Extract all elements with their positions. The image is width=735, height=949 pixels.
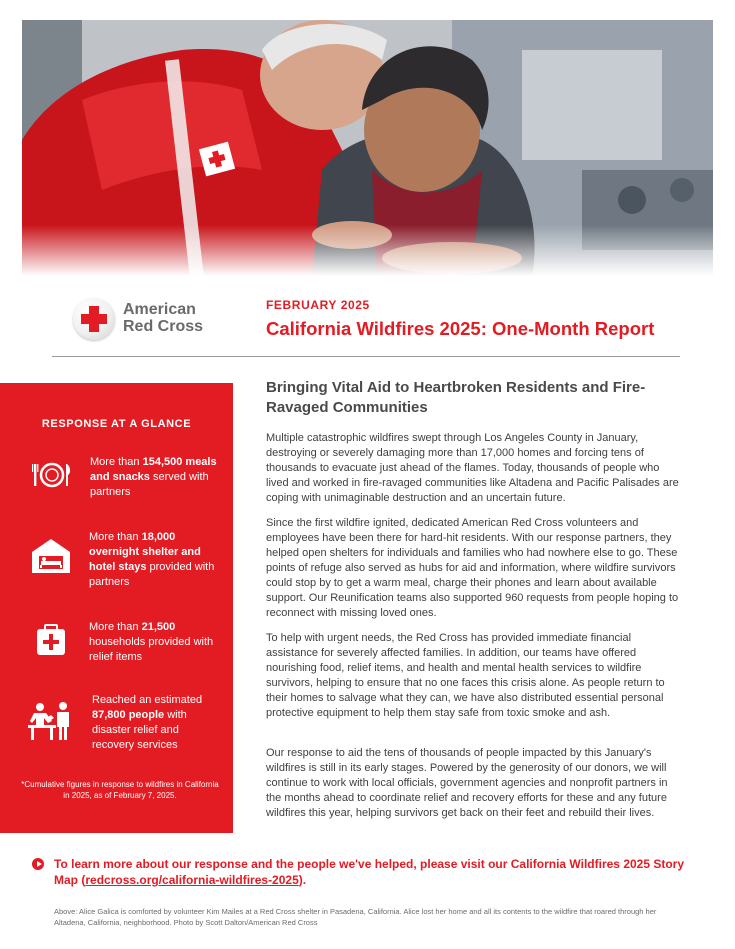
page-title: California Wildfires 2025: One-Month Report [266, 318, 655, 339]
logo-wordmark [123, 301, 203, 335]
relief-kit-icon [36, 624, 66, 661]
sidebar-heading: RESPONSE AT A GLANCE [41, 418, 192, 430]
article-paragraph-4: Our response to aid the tens of thousands of people impacted by this January's wildfires is still in its early stages. Powered by the generosity of our donors, we will continue to work with local officials, government agencies and nonprofit partners in the months ahead to coordinate relief and recovery efforts for these and any future wildfires this year, helping survivors get back on their feet and rebuild their lives. [266, 747, 668, 819]
section-heading: Bringing Vital Aid to Heartbroken Residents and Fire-Ravaged Communities [266, 379, 646, 416]
article-paragraph-3: To help with urgent needs, the Red Cross has provided immediate financial assistance for severely affected families. In addition, our teams have offered nourishing food, relief items, and health and mental health services to wildfire survivors, helping to ensure that no one faces this crisis alone. As people return to their homes to salvage what they can, we have also distributed essential personal protective equipment to help them stay safe from toxic smoke and ash. [266, 632, 665, 719]
stat-text: Reached an estimated 87,800 people with disaster relief and recovery services [92, 694, 203, 751]
recovery-services-icon [28, 701, 74, 746]
photo-caption: Above: Alice Galica is comforted by volunteer Kim Mailes at a Red Cross shelter in Pasadena, California. Alice lost her home and all its contents to the wildfire that roared through her Altadena, California, neighborhood. Photo by Scott Dalton/American Red Cross [54, 907, 657, 927]
story-map-link[interactable]: redcross.org/california-wildfires-2025 [85, 873, 299, 887]
meal-plate-icon [32, 461, 72, 494]
logo-line-2: Red Cross [123, 318, 204, 335]
callout-text: To learn more about our response and the people we've helped, please visit our California Wildfires 2025 Story Map (redcross.org/california-wildfires-2025). [54, 857, 685, 887]
american-red-cross-logo[interactable] [73, 298, 233, 342]
sidebar-footnote: *Cumulative figures in response to wildfires in California in 2025, as of February 7, 2025. [21, 780, 219, 800]
article-paragraph-1: Multiple catastrophic wildfires swept through Los Angeles County in January, destroying or severely damaging more than 17,000 homes and forcing tens of thousands to evacuate just ahead of the flames. Today, thousands of people who lived and worked in fire-ravaged communities like Altadena and Pacific Palisades are coping with unimaginable destruction and an uncertain future. [266, 432, 679, 504]
header-divider [52, 356, 680, 357]
report-date: FEBRUARY 2025 [266, 298, 370, 312]
red-cross-emblem-icon [73, 298, 115, 340]
logo-line-1: American [123, 301, 196, 318]
shelter-bed-icon [31, 538, 71, 579]
article-paragraph-2: Since the first wildfire ignited, dedicated American Red Cross volunteers and employees have been there for hard-hit residents. With our response partners, they helped open shelters for individuals and families who had nowhere else to go. These points of refuge also served as hubs for aid and information, where wildfire survivors could stop by to get a warm meal, charge their phones and learn about available support. Our Reunification teams also supported 960 requests from people hoping to reconnect with missing loved ones. [266, 517, 679, 619]
play-arrow-icon [32, 858, 44, 870]
stat-text: More than 21,500 households provided with relief items [89, 621, 214, 663]
hero-fade [0, 225, 713, 285]
response-at-a-glance-panel [0, 383, 233, 833]
stat-text: More than 154,500 meals and snacks served with partners [90, 456, 217, 498]
stat-text: More than 18,000 overnight shelter and hotel stays provided with partners [89, 531, 215, 588]
